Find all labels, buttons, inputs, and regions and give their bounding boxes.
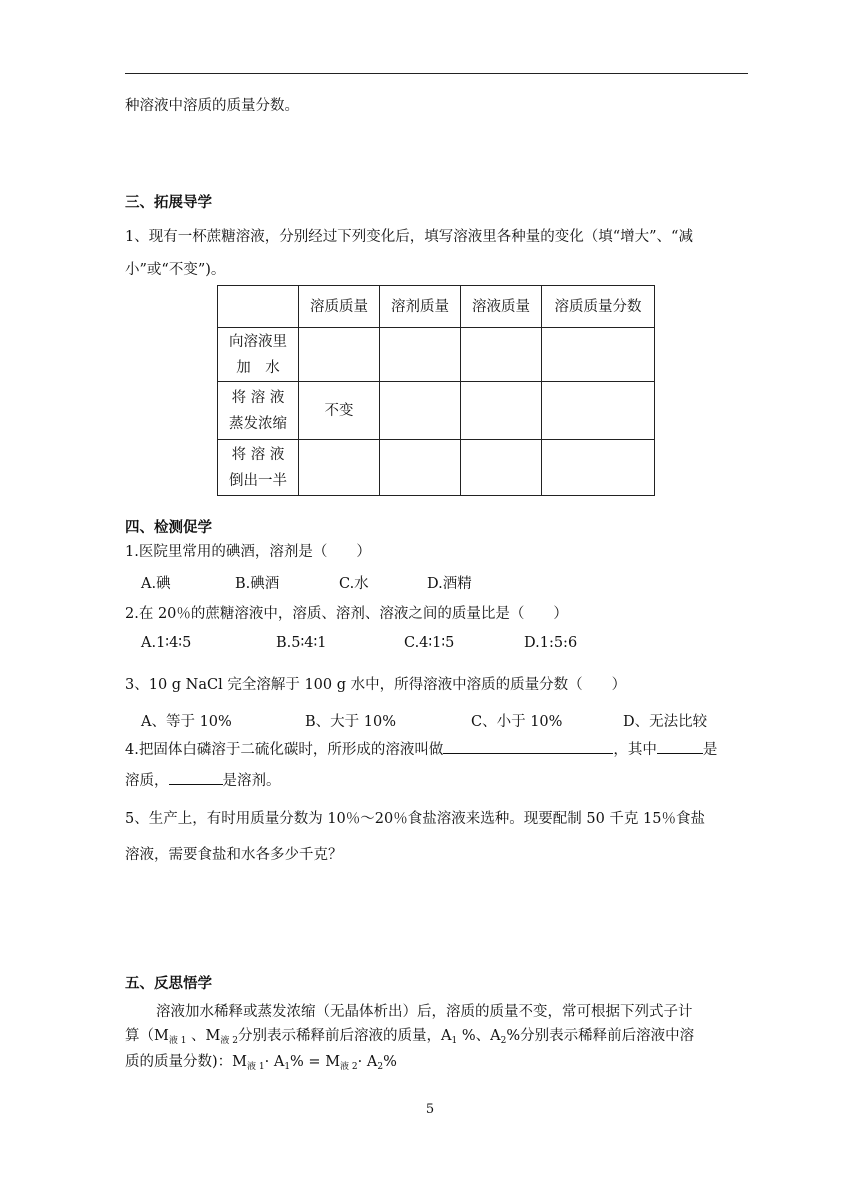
page-number: 5 [425, 1102, 435, 1117]
option: A.1∶4∶5 [141, 635, 192, 651]
row-label [218, 382, 299, 440]
option: C、小于 10% [471, 714, 563, 730]
table-row [218, 382, 655, 440]
question-4-5-line-2: 溶液，需要食盐和水各多少千克？ [125, 847, 343, 863]
table-cell [380, 440, 461, 496]
option: A.碘 [141, 576, 171, 592]
section-5-heading: 五、反思悟学 [125, 975, 212, 992]
row-label-line: 蒸发浓缩 [229, 415, 287, 432]
subscript: 2 [500, 1036, 507, 1046]
question-4-1-options [141, 572, 472, 593]
subscript: 2 [377, 1062, 384, 1072]
table-header: 溶液质量 [461, 286, 542, 328]
table-cell [380, 328, 461, 382]
option: C.4∶1∶5 [404, 635, 455, 651]
table-cell [461, 328, 542, 382]
table-cell [380, 382, 461, 440]
table-header: 溶质质量分数 [542, 286, 655, 328]
row-label-line: 将 溶 液 [231, 446, 285, 463]
subscript: 1 [284, 1062, 291, 1072]
text-run: % = M [290, 1054, 341, 1070]
text-run: 质的质量分数)：M [125, 1054, 248, 1070]
table-header: 溶剂质量 [380, 286, 461, 328]
question-1-line-2: 小”或“不变”)。 [125, 262, 226, 278]
q4-text: 是溶剂。 [222, 773, 281, 789]
table-cell [542, 440, 655, 496]
table-cell [542, 382, 655, 440]
row-label-line: 倒出一半 [229, 472, 287, 489]
section-4-heading: 四、检测促学 [125, 519, 212, 536]
text-run: 分别表示稀释前后溶液的质量，A [238, 1028, 452, 1044]
question-4-4-line-1 [125, 738, 717, 759]
q4-text: ，其中 [613, 742, 657, 758]
option: A、等于 10% [141, 714, 232, 730]
option: D.酒精 [427, 576, 472, 592]
section-5-formula [125, 1050, 397, 1072]
table-cell [299, 328, 380, 382]
option: B.5∶4∶1 [276, 635, 327, 651]
question-4-3-options [141, 710, 707, 731]
text-run: %、A [457, 1028, 501, 1044]
question-4-3: 3、10 g NaCl 完全溶解于 100 g 水中，所得溶液中溶质的质量分数（ ） [125, 677, 627, 693]
text-run: · A [264, 1054, 285, 1070]
question-4-2-options [141, 635, 577, 651]
table-row [218, 328, 655, 382]
subscript: 液 2 [220, 1036, 239, 1046]
answer-blank[interactable] [443, 739, 613, 754]
table-header: 溶质质量 [299, 286, 380, 328]
row-label-line: 加 水 [236, 359, 280, 376]
table-cell [461, 440, 542, 496]
option: D、无法比较 [623, 714, 708, 730]
q4-text: 4.把固体白磷溶于二硫化碳时，所形成的溶液叫做 [125, 742, 444, 758]
header-rule [125, 73, 748, 74]
table-cell [461, 382, 542, 440]
row-label [218, 440, 299, 496]
question-4-4-line-2 [125, 769, 281, 790]
q4-text: 是 [702, 742, 718, 758]
row-label-line: 将 溶 液 [231, 389, 285, 406]
row-label [218, 328, 299, 382]
text-run: 算（M [125, 1028, 169, 1044]
question-1-line-1: 1、现有一杯蔗糖溶液，分别经过下列变化后，填写溶液里各种量的变化（填“增大”、“减 [125, 229, 693, 245]
table-cell [299, 440, 380, 496]
table-cell [542, 328, 655, 382]
change-table [217, 285, 655, 496]
subscript: 液 2 [340, 1062, 358, 1072]
table-cell: 不变 [299, 382, 380, 440]
section-3-heading: 三、拓展导学 [125, 194, 212, 211]
answer-blank[interactable] [169, 770, 223, 785]
section-5-line-1: 溶液加水稀释或蒸发浓缩（无晶体析出）后，溶质的质量不变，常可根据下列式子计 [156, 1004, 693, 1020]
section-5-line-2 [125, 1024, 694, 1046]
row-label-line: 向溶液里 [229, 333, 287, 350]
option: C.水 [339, 576, 369, 592]
subscript: 液 1 [247, 1062, 265, 1072]
subscript: 液 1 [168, 1036, 187, 1046]
question-4-2: 2.在 20％的蔗糖溶液中，溶质、溶剂、溶液之间的质量比是（ ） [125, 606, 568, 622]
text-run: 、M [186, 1028, 221, 1044]
question-4-1: 1.医院里常用的碘酒，溶剂是（ ） [125, 544, 371, 560]
subscript: 1 [451, 1036, 458, 1046]
table-header-empty [218, 286, 299, 328]
question-4-5-line-1: 5、生产上，有时用质量分数为 10％～20％食盐溶液来选种。现要配制 50 千克 15％食盐 [125, 811, 705, 827]
text-run: · A [357, 1054, 378, 1070]
option: D.1:5:6 [524, 635, 578, 651]
table-row [218, 440, 655, 496]
option: B.碘酒 [235, 576, 280, 592]
option: B、大于 10% [305, 714, 396, 730]
text-run: % [383, 1054, 397, 1070]
text-run: %分别表示稀释前后溶液中溶 [506, 1028, 695, 1044]
continuation-text: 种溶液中溶质的质量分数。 [125, 98, 299, 114]
q4-text: 溶质， [125, 773, 169, 789]
answer-blank[interactable] [657, 739, 703, 754]
